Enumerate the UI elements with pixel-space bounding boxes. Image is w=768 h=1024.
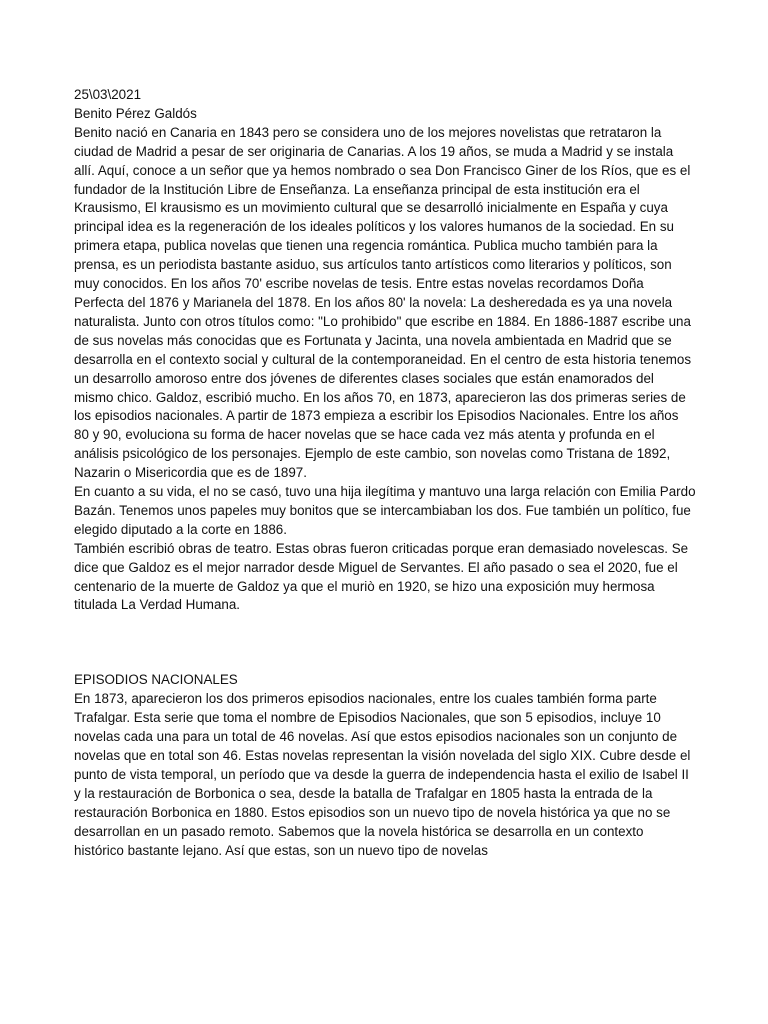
section-spacer <box>74 615 696 671</box>
paragraph-personal-life: En cuanto a su vida, el no se casó, tuvo una hija ilegítima y mantuvo una larga relación con Emilia Pardo Bazán. Tenemos unos papeles muy bonitos que se intercambiaban los dos. Fue también un político, fue elegido diputado a la corte en 1886. <box>74 484 696 537</box>
document-title: Benito Pérez Galdós <box>74 105 197 121</box>
paragraph-theatre: También escribió obras de teatro. Estas obras fueron criticadas porque eran demasiado novelescas. Se dice que Galdoz es el mejor narrador desde Miguel de Servantes. El año pasado o sea el 2020, fue el centenario de la muerte de Galdoz ya que el muriò en 1920, se hizo una exposición muy hermosa titulada La Verdad Humana. <box>74 540 689 613</box>
section-heading: EPISODIOS NACIONALES <box>74 672 238 688</box>
paragraph-biography: Benito nació en Canaria en 1843 pero se considera uno de los mejores novelistas que retrataron la ciudad de Madrid a pesar de ser originaria de Canarias. A los 19 años, se muda a Madrid y se instala allí. Aquí, conoce a un señor que ya hemos nombrado o sea Don Francisco Giner de los Ríos, que es el fundador de la Institución Libre de Enseñanza. La enseñanza principal de esta institución era el Krausismo, El krausismo es un movimiento cultural que se desarrolló inicialmente en España y cuya principal idea es la regeneración de los ideales políticos y los valores humanos de la sociedad. En su primera etapa, publica novelas que tienen una regencia romántica. Publica mucho también para la prensa, es un periodista bastante asiduo, sus artículos tanto artísticos como literarios y políticos, son muy conocidos. En los años 70' escribe novelas de tesis. Entre estas novelas recordamos Doña Perfecta del 1876 y Marianela del 1878. En los años 80' la novela: La desheredada es ya una novela naturalista. Junto con otros títulos como: "Lo prohibido" que escribe en 1884. En 1886-1887 escribe una de sus novelas más conocidas que es Fortunata y Jacinta, una novela ambientada en Madrid que se desarrolla en el contexto social y cultural de la contemporaneidad. En el centro de esta historia tenemos un desarrollo amoroso entre dos jóvenes de diferentes clases sociales que están enamorados del mismo chico. Galdoz, escribió mucho. En los años 70, en 1873, aparecieron las dos primeras series de los episodios nacionales. A partir de 1873 empieza a escribir los Episodios Nacionales. Entre los años 80 y 90, evoluciona su forma de hacer novelas que se hace cada vez más atenta y profunda en el análisis psicológico de los personajes. Ejemplo de este cambio, son novelas como Tristana de 1892, Nazarin o Misericordia que es de 1897. <box>74 124 692 481</box>
paragraph-episodios: En 1873, aparecieron los dos primeros episodios nacionales, entre los cuales también forma parte Trafalgar. Esta serie que toma el nombre de Episodios Nacionales, que son 5 episodios, incluye 10 novelas cada una para un total de 46 novelas. Así que estos episodios nacionales son un conjunto de novelas que en total son 46. Estas novelas representan la visión novelada del siglo XIX. Cubre desde el punto de vista temporal, un período que va desde la guerra de independencia hasta el exilio de Isabel II y la restauración de Borbonica o sea, desde la batalla de Trafalgar en 1805 hasta la entrada de la restauración Borbonica en 1880. Estos episodios son un nuevo tipo de novela histórica ya que no se desarrollan en un pasado remoto. Sabemos que la novela histórica se desarrolla en un contexto histórico bastante lejano. Así que estas, son un nuevo tipo de novelas <box>74 691 691 858</box>
document-date: 25\03\2021 <box>74 87 142 102</box>
document-page <box>74 86 696 860</box>
